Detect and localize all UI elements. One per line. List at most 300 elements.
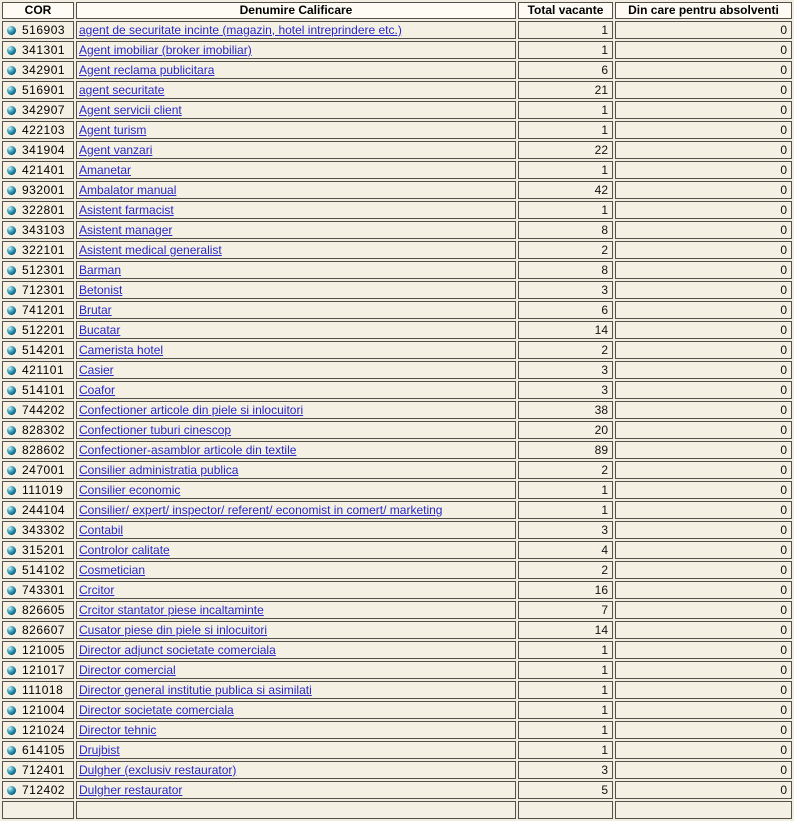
qualification-cell: [76, 501, 516, 519]
cor-code: 514102: [22, 562, 66, 577]
qualification-link[interactable]: Barman: [79, 262, 122, 277]
graduates-cell: 0: [615, 481, 792, 499]
graduates-cell: 0: [615, 81, 792, 99]
cor-code: 111018: [22, 682, 64, 697]
col-header-graduates: Din care pentru absolventi: [615, 2, 792, 19]
qualification-link[interactable]: agent de securitate incinte (magazin, hotel intreprindere etc.): [79, 22, 402, 37]
graduates-cell: 0: [615, 101, 792, 119]
qualification-cell: [76, 441, 516, 459]
qualification-link[interactable]: Confectioner articole din piele si inlocuitori: [79, 402, 304, 417]
table-row: [2, 521, 792, 539]
cor-code: 826605: [22, 602, 66, 617]
ball-bullet-icon: [7, 786, 16, 795]
graduates-cell: 0: [615, 181, 792, 199]
table-row: [2, 641, 792, 659]
qualification-cell: [76, 121, 516, 139]
cor-cell: [2, 321, 74, 339]
cor-cell: [2, 641, 74, 659]
qualification-cell: [76, 101, 516, 119]
cor-cell: [2, 341, 74, 359]
total-vacancies-cell: 1: [518, 481, 613, 499]
cor-code: 516901: [22, 82, 66, 97]
cor-code: 828602: [22, 442, 66, 457]
graduates-cell: 0: [615, 661, 792, 679]
total-vacancies-cell: 4: [518, 541, 613, 559]
qualification-link[interactable]: Director adjunct societate comerciala: [79, 642, 276, 657]
graduates-cell: 0: [615, 541, 792, 559]
cor-cell: [2, 721, 74, 739]
qualification-link[interactable]: Agent turism: [79, 122, 147, 137]
total-vacancies-cell: 89: [518, 441, 613, 459]
total-vacancies-cell: 2: [518, 561, 613, 579]
cor-cell: [2, 381, 74, 399]
qualification-link[interactable]: Agent vanzari: [79, 142, 153, 157]
ball-bullet-icon: [7, 306, 16, 315]
total-vacancies-cell: 14: [518, 621, 613, 639]
cor-cell: [2, 781, 74, 799]
graduates-cell: 0: [615, 501, 792, 519]
cor-cell: [2, 801, 74, 819]
table-row: [2, 701, 792, 719]
qualification-link[interactable]: Consilier administratia publica: [79, 462, 239, 477]
graduates-cell: 0: [615, 41, 792, 59]
cor-code: 343302: [22, 522, 66, 537]
table-row: [2, 241, 792, 259]
ball-bullet-icon: [7, 346, 16, 355]
qualification-link[interactable]: Asistent medical generalist: [79, 242, 222, 257]
cor-code: 712402: [22, 782, 66, 797]
cor-cell: [2, 401, 74, 419]
cor-code: 111019: [22, 482, 64, 497]
qualification-link[interactable]: Director comercial: [79, 662, 176, 677]
graduates-cell: 0: [615, 241, 792, 259]
total-vacancies-cell: 1: [518, 501, 613, 519]
table-row: [2, 281, 792, 299]
ball-bullet-icon: [7, 546, 16, 555]
qualification-link[interactable]: Director tehnic: [79, 722, 157, 737]
ball-bullet-icon: [7, 526, 16, 535]
qualification-cell: [76, 781, 516, 799]
table-body: [2, 21, 792, 799]
qualification-cell: [76, 321, 516, 339]
total-vacancies-cell: 3: [518, 521, 613, 539]
qualification-link[interactable]: Betonist: [79, 282, 123, 297]
partial-next-row-container: [2, 801, 792, 819]
total-vacancies-cell: 38: [518, 401, 613, 419]
cor-code: 826607: [22, 622, 66, 637]
cor-code: 421401: [22, 162, 66, 177]
total-vacancies-cell: 1: [518, 661, 613, 679]
qualification-link[interactable]: Drujbist: [79, 742, 120, 757]
qualification-link[interactable]: Brutar: [79, 302, 112, 317]
total-vacancies-cell: 22: [518, 141, 613, 159]
cor-code: 244104: [22, 502, 66, 517]
cor-code: 743301: [22, 582, 66, 597]
cor-cell: [2, 221, 74, 239]
total-vacancies-cell: 3: [518, 281, 613, 299]
table-row: [2, 221, 792, 239]
graduates-cell: 0: [615, 121, 792, 139]
col-header-total-vacancies: Total vacante: [518, 2, 613, 19]
graduates-cell: 0: [615, 641, 792, 659]
cor-code: 341301: [22, 42, 66, 57]
total-vacancies-cell: 1: [518, 201, 613, 219]
total-vacancies-cell: 1: [518, 161, 613, 179]
graduates-cell: 0: [615, 561, 792, 579]
cor-cell: [2, 541, 74, 559]
cor-cell: [2, 501, 74, 519]
graduates-cell: 0: [615, 621, 792, 639]
total-vacancies-cell: 1: [518, 741, 613, 759]
table-row: [2, 761, 792, 779]
total-vacancies-cell: 1: [518, 101, 613, 119]
table-row: [2, 721, 792, 739]
total-vacancies-cell: 8: [518, 221, 613, 239]
table-row: [2, 681, 792, 699]
qualification-cell: [76, 201, 516, 219]
qualification-link[interactable]: Cosmetician: [79, 562, 146, 577]
qualification-link[interactable]: Casier: [79, 362, 114, 377]
cor-code: 741201: [22, 302, 66, 317]
cor-cell: [2, 201, 74, 219]
total-vacancies-cell: 2: [518, 341, 613, 359]
table-row: [2, 361, 792, 379]
qualification-link[interactable]: Agent servicii client: [79, 102, 182, 117]
cor-cell: [2, 661, 74, 679]
ball-bullet-icon: [7, 386, 16, 395]
qualification-cell: [76, 221, 516, 239]
total-vacancies-cell: 8: [518, 261, 613, 279]
cor-cell: [2, 141, 74, 159]
qualification-cell: [76, 21, 516, 39]
table-row: [2, 441, 792, 459]
qualification-link[interactable]: agent securitate: [79, 82, 165, 97]
table-row: [2, 181, 792, 199]
qualification-cell: [76, 661, 516, 679]
graduates-cell: 0: [615, 781, 792, 799]
total-vacancies-cell: 3: [518, 381, 613, 399]
qualification-cell: [76, 261, 516, 279]
cor-code: 121004: [22, 702, 66, 717]
qualification-cell: [76, 141, 516, 159]
ball-bullet-icon: [7, 506, 16, 515]
table-row: [2, 341, 792, 359]
qualification-link[interactable]: Coafor: [79, 382, 116, 397]
ball-bullet-icon: [7, 746, 16, 755]
cor-code: 614105: [22, 742, 66, 757]
table-row: [2, 261, 792, 279]
qualification-link[interactable]: Dulgher (exclusiv restaurator): [79, 762, 237, 777]
qualification-link[interactable]: Asistent manager: [79, 222, 173, 237]
ball-bullet-icon: [7, 486, 16, 495]
cor-code: 744202: [22, 402, 66, 417]
ball-bullet-icon: [7, 206, 16, 215]
ball-bullet-icon: [7, 166, 16, 175]
cor-code: 247001: [22, 462, 66, 477]
qualification-cell: [76, 561, 516, 579]
ball-bullet-icon: [7, 686, 16, 695]
cor-cell: [2, 281, 74, 299]
graduates-cell: 0: [615, 261, 792, 279]
col-header-qualification: Denumire Calificare: [76, 2, 516, 19]
graduates-cell: 0: [615, 741, 792, 759]
ball-bullet-icon: [7, 66, 16, 75]
qualification-link[interactable]: Consilier/ expert/ inspector/ referent/ economist in comert/ marketing: [79, 502, 443, 517]
cor-cell: [2, 361, 74, 379]
cor-cell: [2, 241, 74, 259]
ball-bullet-icon: [7, 646, 16, 655]
qualification-cell: [76, 341, 516, 359]
ball-bullet-icon: [7, 286, 16, 295]
qualification-cell: [76, 421, 516, 439]
qualification-cell: [76, 681, 516, 699]
table-row: [2, 201, 792, 219]
qualification-link[interactable]: Ambalator manual: [79, 182, 177, 197]
cor-code: 342907: [22, 102, 66, 117]
cor-code: 121005: [22, 642, 66, 657]
ball-bullet-icon: [7, 106, 16, 115]
total-vacancies-cell: 3: [518, 761, 613, 779]
ball-bullet-icon: [7, 46, 16, 55]
col-header-cor: COR: [2, 2, 74, 19]
qualification-cell: [76, 381, 516, 399]
table-row: [2, 21, 792, 39]
qualification-link[interactable]: Confectioner-asamblor articole din textile: [79, 442, 297, 457]
ball-bullet-icon: [7, 726, 16, 735]
ball-bullet-icon: [7, 766, 16, 775]
total-vacancies-cell: 42: [518, 181, 613, 199]
cor-cell: [2, 681, 74, 699]
graduates-cell: 0: [615, 461, 792, 479]
qualification-cell: [76, 801, 516, 819]
qualification-link[interactable]: Asistent farmacist: [79, 202, 174, 217]
table-row: [2, 581, 792, 599]
qualification-link[interactable]: Crcitor stantator piese incaltaminte: [79, 602, 264, 617]
cor-cell: [2, 621, 74, 639]
graduates-cell: 0: [615, 401, 792, 419]
cor-code: 342901: [22, 62, 66, 77]
qualification-cell: [76, 181, 516, 199]
qualification-cell: [76, 761, 516, 779]
total-vacancies-cell: 1: [518, 701, 613, 719]
ball-bullet-icon: [7, 226, 16, 235]
cor-code: 422103: [22, 122, 66, 137]
graduates-cell: 0: [615, 221, 792, 239]
graduates-cell: 0: [615, 361, 792, 379]
cor-cell: [2, 41, 74, 59]
qualification-link[interactable]: Amanetar: [79, 162, 132, 177]
ball-bullet-icon: [7, 426, 16, 435]
qualification-cell: [76, 581, 516, 599]
table-row: [2, 61, 792, 79]
qualification-cell: [76, 241, 516, 259]
total-vacancies-cell: 1: [518, 721, 613, 739]
graduates-cell: 0: [615, 321, 792, 339]
qualification-cell: [76, 461, 516, 479]
ball-bullet-icon: [7, 146, 16, 155]
total-vacancies-cell: [518, 801, 613, 819]
graduates-cell: 0: [615, 441, 792, 459]
qualification-link[interactable]: Agent reclama publicitara: [79, 62, 215, 77]
qualification-link[interactable]: Dulgher restaurator: [79, 782, 183, 797]
qualification-cell: [76, 161, 516, 179]
qualification-link[interactable]: Contabil: [79, 522, 124, 537]
cor-cell: [2, 181, 74, 199]
table-row: [2, 301, 792, 319]
table-row: [2, 481, 792, 499]
qualification-cell: [76, 621, 516, 639]
table-row: [2, 41, 792, 59]
total-vacancies-cell: 6: [518, 301, 613, 319]
qualification-cell: [76, 281, 516, 299]
qualification-cell: [76, 601, 516, 619]
cor-code: 712401: [22, 762, 66, 777]
qualification-cell: [76, 61, 516, 79]
total-vacancies-cell: 20: [518, 421, 613, 439]
table-row: [2, 121, 792, 139]
graduates-cell: 0: [615, 681, 792, 699]
graduates-cell: 0: [615, 161, 792, 179]
ball-bullet-icon: [7, 466, 16, 475]
qualification-link[interactable]: Camerista hotel: [79, 342, 164, 357]
graduates-cell: 0: [615, 521, 792, 539]
cor-cell: [2, 601, 74, 619]
total-vacancies-cell: 2: [518, 461, 613, 479]
graduates-cell: 0: [615, 201, 792, 219]
table-row: [2, 81, 792, 99]
qualification-link[interactable]: Director general institutie publica si asimilati: [79, 682, 312, 697]
cor-cell: [2, 121, 74, 139]
ball-bullet-icon: [7, 706, 16, 715]
qualification-link[interactable]: Crcitor: [79, 582, 115, 597]
cor-code: 512301: [22, 262, 66, 277]
total-vacancies-cell: 1: [518, 121, 613, 139]
qualification-cell: [76, 701, 516, 719]
table-row: [2, 561, 792, 579]
total-vacancies-cell: 1: [518, 21, 613, 39]
qualification-cell: [76, 481, 516, 499]
table-row: [2, 381, 792, 399]
qualification-cell: [76, 81, 516, 99]
cor-cell: [2, 81, 74, 99]
graduates-cell: 0: [615, 281, 792, 299]
table-row: [2, 161, 792, 179]
qualification-link[interactable]: Confectioner tuburi cinescop: [79, 422, 232, 437]
cor-cell: [2, 741, 74, 759]
cor-code: 514201: [22, 342, 66, 357]
cor-cell: [2, 701, 74, 719]
table-row: [2, 401, 792, 419]
table-row: [2, 101, 792, 119]
cor-cell: [2, 461, 74, 479]
total-vacancies-cell: 7: [518, 601, 613, 619]
ball-bullet-icon: [7, 626, 16, 635]
ball-bullet-icon: [7, 246, 16, 255]
qualification-link[interactable]: Bucatar: [79, 322, 121, 337]
table-row: [2, 501, 792, 519]
ball-bullet-icon: [7, 606, 16, 615]
cor-code: 341904: [22, 142, 66, 157]
graduates-cell: 0: [615, 761, 792, 779]
cor-code: 516903: [22, 22, 66, 37]
ball-bullet-icon: [7, 566, 16, 575]
ball-bullet-icon: [7, 406, 16, 415]
total-vacancies-cell: 5: [518, 781, 613, 799]
ball-bullet-icon: [7, 366, 16, 375]
qualification-link[interactable]: Controlor calitate: [79, 542, 170, 557]
table-row: [2, 421, 792, 439]
total-vacancies-cell: 1: [518, 41, 613, 59]
qualification-cell: [76, 521, 516, 539]
qualification-link[interactable]: Director societate comerciala: [79, 702, 234, 717]
table-row: [2, 321, 792, 339]
total-vacancies-cell: 16: [518, 581, 613, 599]
partial-table-row: [2, 801, 792, 819]
graduates-cell: 0: [615, 601, 792, 619]
qualification-link[interactable]: Cusator piese din piele si inlocuitori: [79, 622, 268, 637]
ball-bullet-icon: [7, 666, 16, 675]
table-row: [2, 741, 792, 759]
total-vacancies-cell: 2: [518, 241, 613, 259]
cor-code: 712301: [22, 282, 66, 297]
cor-cell: [2, 561, 74, 579]
cor-code: 514101: [22, 382, 66, 397]
cor-cell: [2, 61, 74, 79]
total-vacancies-cell: 6: [518, 61, 613, 79]
cor-code: 421101: [22, 362, 65, 377]
table-row: [2, 461, 792, 479]
cor-cell: [2, 161, 74, 179]
table-row: [2, 601, 792, 619]
cor-code: 512201: [22, 322, 66, 337]
table-row: [2, 141, 792, 159]
graduates-cell: 0: [615, 721, 792, 739]
cor-cell: [2, 441, 74, 459]
qualification-cell: [76, 641, 516, 659]
qualification-cell: [76, 301, 516, 319]
cor-cell: [2, 21, 74, 39]
graduates-cell: 0: [615, 381, 792, 399]
graduates-cell: 0: [615, 61, 792, 79]
ball-bullet-icon: [7, 126, 16, 135]
ball-bullet-icon: [7, 86, 16, 95]
cor-cell: [2, 101, 74, 119]
cor-code: 322101: [22, 242, 66, 257]
cor-code: 315201: [22, 542, 66, 557]
header-row: [2, 2, 792, 19]
cor-cell: [2, 301, 74, 319]
table-row: [2, 781, 792, 799]
table-row: [2, 661, 792, 679]
total-vacancies-cell: 1: [518, 641, 613, 659]
cor-cell: [2, 421, 74, 439]
ball-bullet-icon: [7, 586, 16, 595]
graduates-cell: [615, 801, 792, 819]
graduates-cell: 0: [615, 581, 792, 599]
total-vacancies-cell: 3: [518, 361, 613, 379]
qualification-link[interactable]: Consilier economic: [79, 482, 181, 497]
qualification-link[interactable]: Agent imobiliar (broker imobiliar): [79, 42, 252, 57]
ball-bullet-icon: [7, 186, 16, 195]
qualification-cell: [76, 541, 516, 559]
graduates-cell: 0: [615, 341, 792, 359]
table-row: [2, 621, 792, 639]
cor-cell: [2, 261, 74, 279]
cor-code: 343103: [22, 222, 66, 237]
cor-code: 828302: [22, 422, 66, 437]
cor-cell: [2, 521, 74, 539]
ball-bullet-icon: [7, 326, 16, 335]
